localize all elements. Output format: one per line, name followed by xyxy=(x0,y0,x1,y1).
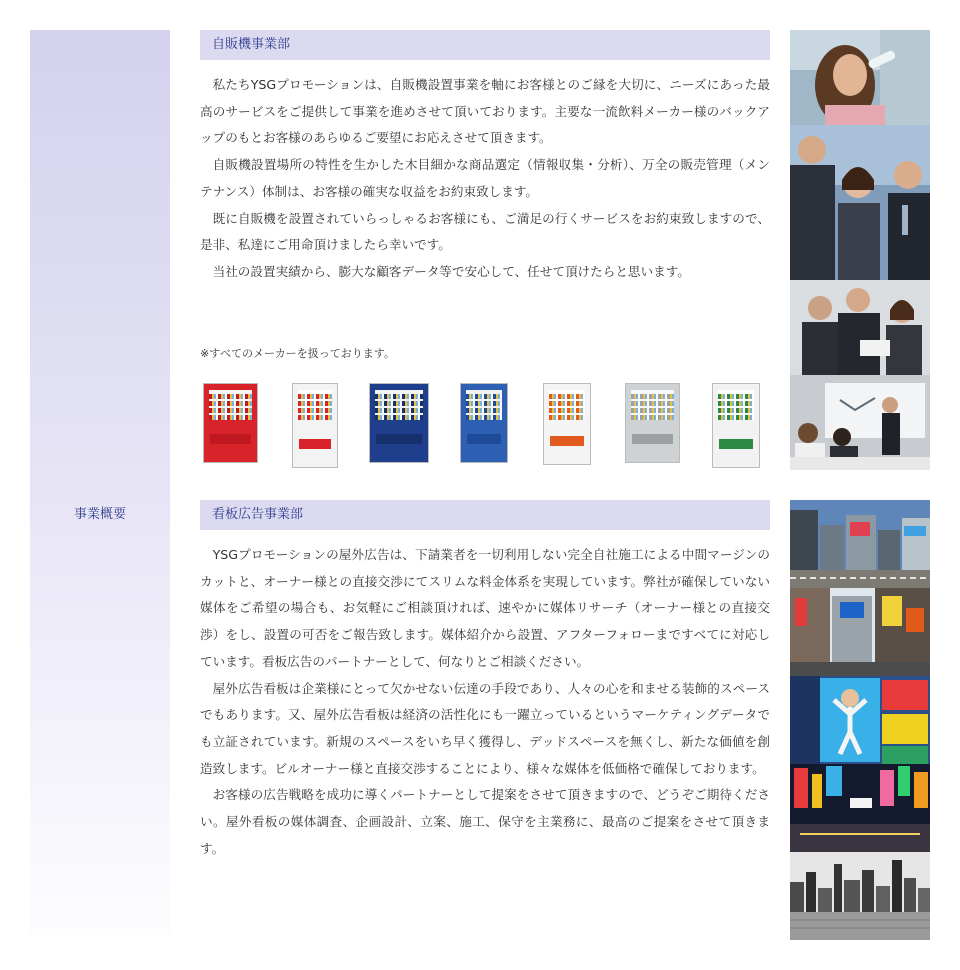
business-team-photo xyxy=(790,125,930,280)
vending-machine-image xyxy=(712,383,760,468)
vending-machine-gallery xyxy=(200,383,770,468)
billboard-paragraph: YSGプロモーションの屋外広告は、下請業者を一切利用しない完全自社施工による中間マージンのカットと、オーナー様との直接交渉にてスリムな料金体系を実現しています。弊社が確保していない媒体をご希望の場合も、お気軽にご相談頂ければ、速やかに媒体リサーチ（オーナー様との直接交渉）をし、設置の可否をご報告致します。媒体紹介から設置、アフターフォローまですべてに対応しています。看板広告のパートナーとして、何なりとご相談ください。 xyxy=(200,547,770,669)
vending-machine-image xyxy=(292,383,338,468)
sidebar xyxy=(30,30,170,935)
billboard-section-title: 看板広告事業部 xyxy=(200,500,770,530)
vending-photo-column xyxy=(790,30,930,470)
dotonbori-glico-photo xyxy=(790,676,930,764)
vending-paragraph: 既に自販機を設置されていらっしゃるお客様にも、ご満足の行くサービスをお約束致しますので、是非、私達にご用命頂けましたら幸いです。 xyxy=(200,210,770,253)
vending-machine-image xyxy=(369,383,429,463)
vending-machine-image xyxy=(625,383,680,463)
vending-paragraph: 私たちYSGプロモーションは、自販機設置事業を軸にお客様とのご縁を大切に、ニーズにあった最高のサービスをご提供して事業を進めさせて頂いております。主要な一流飲料メーカー様のバックアップのもとお客様のあらゆるご要望にお応えさせて頂きます。 xyxy=(200,77,770,146)
vending-machine-image xyxy=(460,383,508,463)
billboard-description xyxy=(200,542,770,862)
shibuya-crossing-photo xyxy=(790,500,930,588)
billboard-photo-column xyxy=(790,500,930,940)
billboard-paragraph: 屋外広告看板は企業様にとって欠かせない伝達の手段であり、人々の心を和ませる装飾的スペースでもあります。又、屋外広告看板は経済の活性化にも一躍立っているというマーケティングデータでも立証されています。新規のスペースをいち早く獲得し、デッドスペースを無くし、新たな価値を創造致します。ビルオーナー様と直接交渉することにより、様々な媒体を低価格で確保しております。 xyxy=(200,680,770,776)
vending-machine-image xyxy=(543,383,591,465)
vending-paragraph: 自販機設置場所の特性を生かした木目細かな商品選定（情報収集・分析）、万全の販売管理（メンテナンス）体制は、お客様の確実な収益をお約束致します。 xyxy=(200,157,770,199)
presentation-photo xyxy=(790,375,930,470)
akihabara-street-photo xyxy=(790,588,930,676)
business-meeting-photo xyxy=(790,280,930,375)
city-skyline-photo xyxy=(790,852,930,940)
vending-section xyxy=(200,30,770,286)
vending-section-title: 自販機事業部 xyxy=(200,30,770,60)
billboard-paragraph: お客様の広告戦略を成功に導くパートナーとして提案をさせて頂きますので、どうぞご期待ください。屋外看板の媒体調査、企画設計、立案、施工、保守を主業務に、最高のご提案をさせて頂きます。 xyxy=(200,787,770,856)
billboard-section xyxy=(200,500,770,862)
sidebar-label: 事業概要 xyxy=(73,507,126,522)
vending-description xyxy=(200,72,770,286)
makers-note: ※すべてのメーカーを扱っております。 xyxy=(200,347,395,360)
vending-paragraph: 当社の設置実績から、膨大な顧客データ等で安心して、任せて頂けたらと思います。 xyxy=(212,263,690,279)
vending-machine-image xyxy=(203,383,258,463)
woman-drinking-photo xyxy=(790,30,930,125)
neon-street-photo xyxy=(790,764,930,852)
